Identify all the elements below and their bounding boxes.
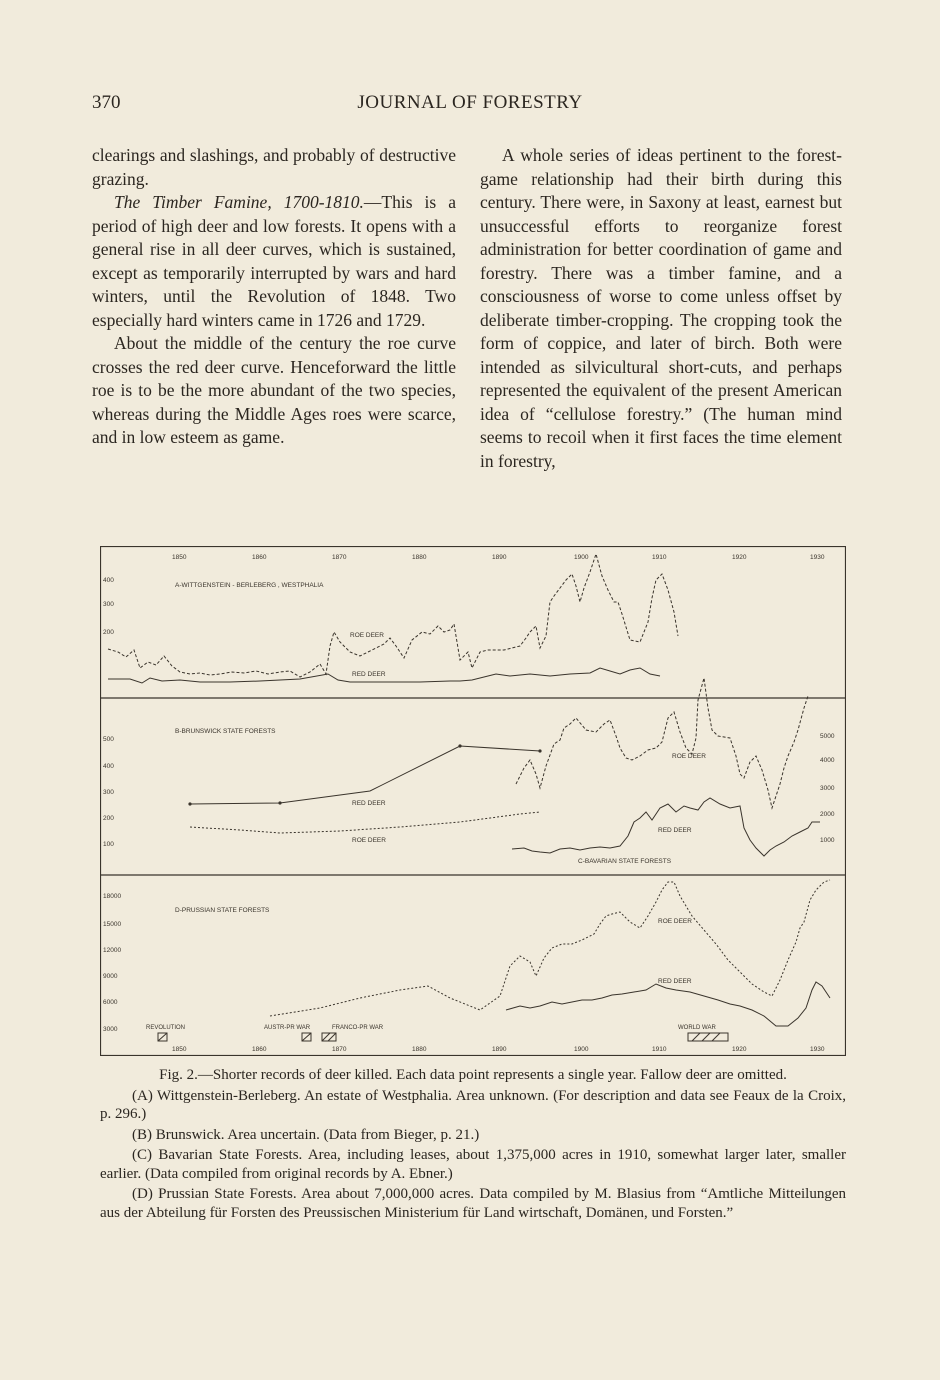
b-red-label: RED DEER	[352, 800, 386, 807]
d-ytick-12000: 12000	[103, 947, 122, 954]
deer-kill-figure	[100, 546, 846, 1056]
bottom-tick-1870: 1870	[332, 1046, 347, 1053]
d-red-series	[506, 982, 830, 1026]
b-red-point	[188, 802, 191, 805]
b-ytick-200: 200	[103, 815, 114, 822]
c-title: C-BAVARIAN STATE FORESTS	[578, 858, 672, 865]
top-tick-1890: 1890	[492, 554, 507, 561]
war-world-label: WORLD WAR	[678, 1025, 716, 1031]
bottom-tick-1890: 1890	[492, 1046, 507, 1053]
top-tick-1920: 1920	[732, 554, 747, 561]
a-ytick-200: 200	[103, 629, 114, 636]
d-red-label: RED DEER	[658, 978, 692, 985]
journal-title: JOURNAL OF FORESTRY	[357, 92, 583, 113]
top-tick-1880: 1880	[412, 554, 427, 561]
d-ytick-6000: 6000	[103, 999, 118, 1006]
page-number: 370	[92, 92, 121, 113]
left-column	[92, 144, 456, 450]
war-austr-pr-label: AUSTR-PR WAR	[264, 1025, 311, 1031]
bottom-tick-1880: 1880	[412, 1046, 427, 1053]
caption-note-b: (B) Brunswick. Area uncertain. (Data from Bieger, p. 21.)	[132, 1126, 480, 1143]
top-tick-1870: 1870	[332, 554, 347, 561]
war-world-hatch	[712, 1033, 720, 1041]
d-ytick-18000: 18000	[103, 893, 122, 900]
war-world-mark	[688, 1033, 728, 1041]
war-revolution-hatch	[158, 1033, 167, 1041]
d-title: D-PRUSSIAN STATE FORESTS	[175, 907, 270, 914]
a-roe-series	[108, 554, 678, 677]
caption-fig-line: Fig. 2.—Shorter records of deer killed. Each data point represents a single year. Fallow deer are omitted.	[159, 1067, 787, 1083]
d-ytick-9000: 9000	[103, 973, 118, 980]
c-ytick-1000: 1000	[820, 837, 835, 844]
figure-svg	[100, 546, 846, 1056]
a-ytick-300: 300	[103, 601, 114, 608]
caption-note-c: (C) Bavarian State Forests. Area, including leases, about 1,375,000 acres in 1910, somewhat larger later, smaller earlier. (Data compiled from original records by A. Ebner.)	[100, 1147, 846, 1182]
top-tick-1860: 1860	[252, 554, 267, 561]
c-red-label: RED DEER	[658, 827, 692, 834]
right-column	[480, 144, 842, 473]
d-ytick-3000: 3000	[103, 1026, 118, 1033]
top-tick-1910: 1910	[652, 554, 667, 561]
war-austr-pr-hatch	[302, 1033, 311, 1041]
b-roe-label: ROE DEER	[352, 837, 386, 844]
c-roe-label: ROE DEER	[672, 753, 706, 760]
a-title: A-WITTGENSTEIN - BERLEBERG , WESTPHALIA	[175, 582, 324, 589]
top-tick-1850: 1850	[172, 554, 187, 561]
section-title: The Timber Famine, 1700-1810.	[114, 192, 364, 212]
page-header	[92, 92, 848, 122]
war-world-hatch	[702, 1033, 710, 1041]
d-ytick-15000: 15000	[103, 921, 122, 928]
left-paragraph-2	[92, 191, 456, 332]
right-paragraph-1: A whole series of ideas pertinent to the forest-game relationship had their birth during this century. There were, in Saxony at least, earnest but unsuccessful efforts to reorganize forest administration for better coordination of game and forestry. There was a timber famine, and a consciousness of worse to come unless offset by deliberate timber-cropping. The cropping took the form of coppice, and later of birch. Both were intended as silvicultural short-cuts, and perhaps represented the equivalent of the present American idea of “cellulose forestry.” (The human mind seems to recoil when it first faces the time element in forestry,	[480, 145, 842, 471]
b-ytick-100: 100	[103, 841, 114, 848]
b-title: B-BRUNSWICK STATE FORESTS	[175, 728, 276, 735]
b-ytick-400: 400	[103, 763, 114, 770]
d-roe-label: ROE DEER	[658, 918, 692, 925]
b-red-point	[278, 801, 281, 804]
b-roe-series	[190, 812, 540, 833]
bottom-tick-1850: 1850	[172, 1046, 187, 1053]
bottom-tick-1860: 1860	[252, 1046, 267, 1053]
c-ytick-4000: 4000	[820, 757, 835, 764]
bottom-tick-1900: 1900	[574, 1046, 589, 1053]
c-ytick-5000: 5000	[820, 733, 835, 740]
b-ytick-300: 300	[103, 789, 114, 796]
c-ytick-2000: 2000	[820, 811, 835, 818]
top-tick-1900: 1900	[574, 554, 589, 561]
war-world-hatch	[692, 1033, 700, 1041]
b-ytick-500: 500	[103, 736, 114, 743]
top-tick-1930: 1930	[810, 554, 825, 561]
figure-frame	[101, 547, 846, 1056]
caption-note-d: (D) Prussian State Forests. Area about 7,000,000 acres. Data compiled by M. Blasius from “Amtliche Mitteilungen aus der Abteilung für Forsten des Preussischen Ministerium für Land wirtschaft, Domänen, und Forsten.”	[100, 1186, 846, 1221]
left-paragraph-3: About the middle of the century the roe curve crosses the red deer curve. Henceforward the little roe is to be the more abundant of the two species, whereas during the Middle Ages roes were scarce, and in low esteem as game.	[92, 333, 456, 447]
bottom-tick-1930: 1930	[810, 1046, 825, 1053]
war-revolution-label: REVOLUTION	[146, 1025, 186, 1031]
c-ytick-3000: 3000	[820, 785, 835, 792]
d-roe-series	[270, 880, 830, 1016]
a-ytick-400: 400	[103, 577, 114, 584]
b-red-point	[538, 749, 541, 752]
figure-caption	[100, 1066, 846, 1224]
b-red-series	[190, 746, 540, 804]
war-franco-pr-label: FRANCO-PR WAR	[332, 1025, 384, 1031]
a-roe-label: ROE DEER	[350, 632, 384, 639]
bottom-tick-1920: 1920	[732, 1046, 747, 1053]
bottom-tick-1910: 1910	[652, 1046, 667, 1053]
section-text: —This is a period of high deer and low forests. It opens with a general rise in all deer curves, which is sustained, except as temporarily interrupted by wars and hard winters, until the Revolution of 1848. Two especially hard winters came in 1726 and 1729.	[92, 192, 456, 330]
left-paragraph-1: clearings and slashings, and probably of destructive grazing.	[92, 145, 456, 189]
b-red-point	[458, 744, 461, 747]
caption-note-a: (A) Wittgenstein-Berleberg. An estate of Westphalia. Area unknown. (For description and data see Feaux de la Croix, p. 296.)	[100, 1087, 846, 1122]
a-red-label: RED DEER	[352, 671, 386, 678]
